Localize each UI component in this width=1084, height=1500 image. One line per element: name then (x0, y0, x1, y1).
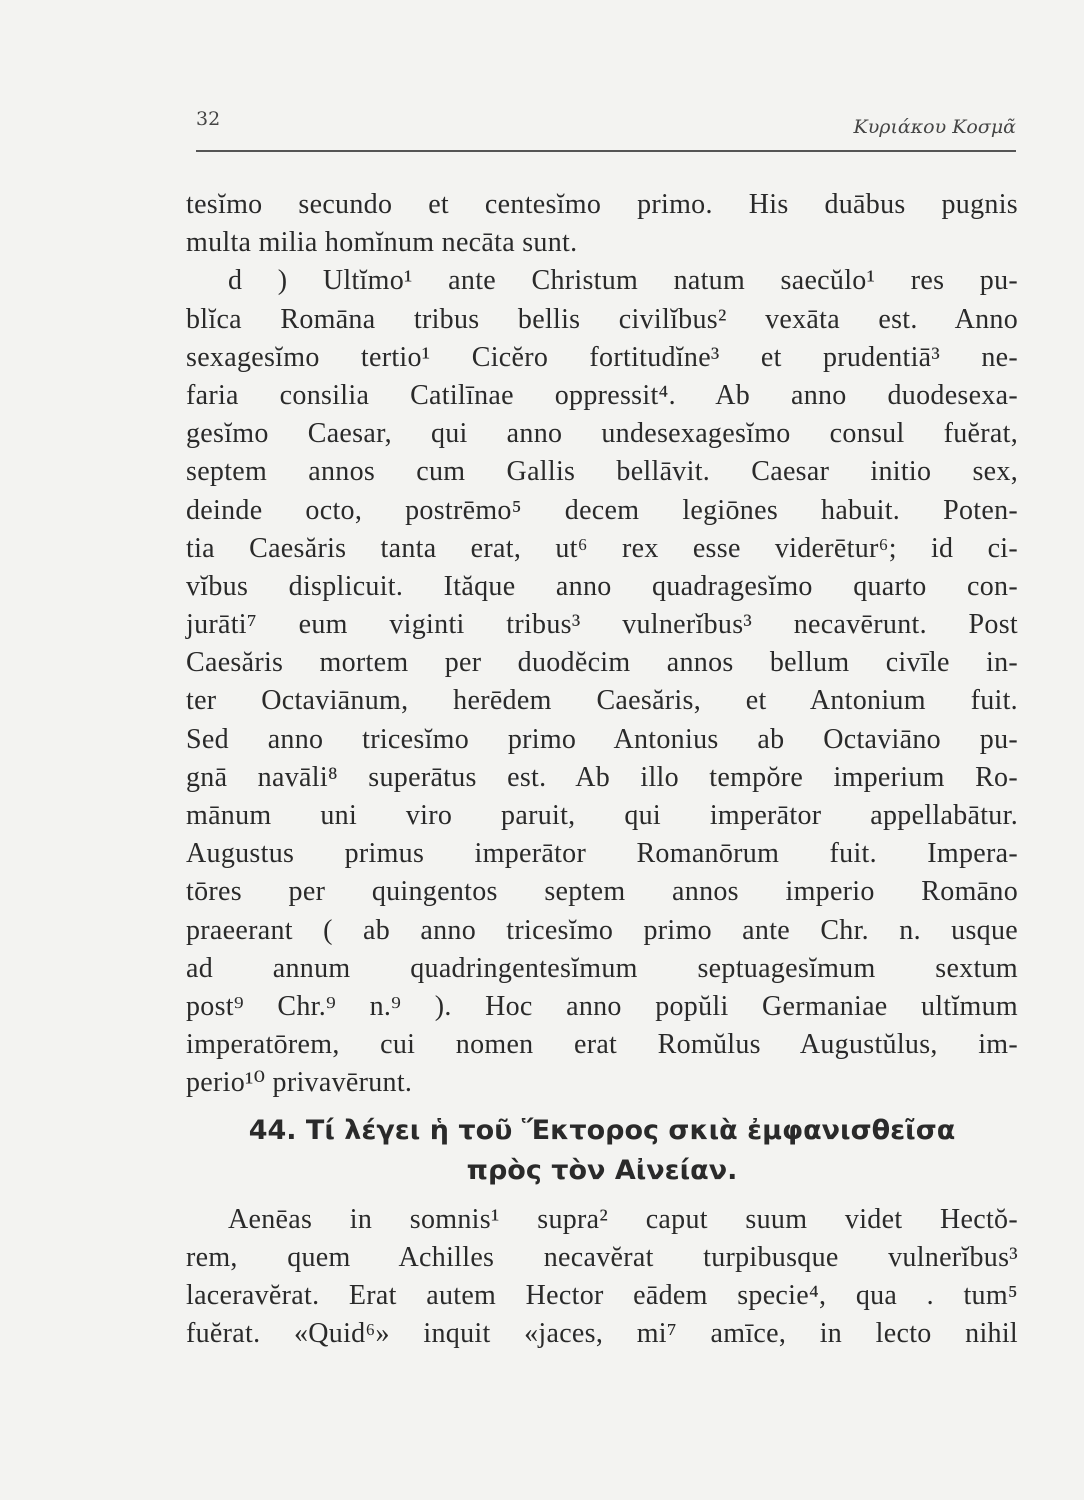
text-line: gnā navāli⁸ superātus est. Ab illo tempŏre imperium Ro- (186, 761, 1018, 793)
text-line: tesĭmo secundo et centesĭmo primo. His duābus pugnis (186, 189, 1018, 220)
text-line: imperatōrem, cui nomen erat Romŭlus Augustŭlus, im- (186, 1029, 1018, 1061)
text-line: vĭbus displicuit. Ităque anno quadragesĭmo quarto con- (186, 570, 1018, 602)
section-a (186, 186, 1018, 1103)
section-heading-line-1: 44. Τί λέγει ἡ τοῦ Ἕκτορος σκιὰ ἐμφανισθεῖσα (248, 1114, 956, 1146)
text-line: multa milia homĭnum necāta sunt. (186, 227, 578, 259)
text-line: blĭca Romāna tribus bellis civilĭbus² vexāta est. Anno (186, 303, 1018, 335)
text-line: post⁹ Chr.⁹ n.⁹ ). Hoc anno popŭli Germaniae ultĭmum (186, 990, 1018, 1022)
text-line: d ) Ultĭmo¹ ante Christum natum saecŭlo¹ res pu- (228, 265, 1018, 297)
text-line: laceravĕrat. Erat autem Hector eādem specie⁴, qua . tum⁵ (186, 1279, 1018, 1311)
text-line: tia Caesăris tanta erat, ut⁶ rex esse viderētur⁶; id ci- (186, 532, 1018, 564)
text-line: Caesăris mortem per duodĕcim annos bellum civīle in- (186, 647, 1018, 679)
body-text (186, 186, 1018, 1353)
text-line: sexagesĭmo tertio¹ Cicĕro fortitudĭne³ et prudentiā³ ne- (186, 341, 1018, 373)
running-head: Κυριάκου Κοσμᾶ (853, 116, 1016, 138)
text-line: faria consilia Catilīnae oppressit⁴. Ab anno duodesexa- (186, 379, 1018, 411)
header-rule (196, 150, 1016, 152)
text-line: tōres per quingentos septem annos imperio Romāno (186, 876, 1018, 908)
page-header (196, 108, 1016, 148)
text-line: praeerant ( ab anno tricesĭmo primo ante Chr. n. usque (186, 914, 1018, 946)
text-line: ter Octaviānum, herēdem Caesăris, et Antonium fuit. (186, 685, 1018, 717)
text-line: ad annum quadringentesĭmum septuagesĭmum sextum (186, 952, 1018, 984)
page-number: 32 (196, 108, 221, 130)
text-line: septem annos cum Gallis bellāvit. Caesar initio sex, (186, 456, 1018, 488)
text-line: perio¹⁰ privavērunt. (186, 1067, 413, 1099)
text-line: jurāti⁷ eum viginti tribus³ vulnerĭbus³ necavērunt. Post (186, 609, 1018, 641)
text-line: mānum uni viro paruit, qui imperātor appellabātur. (186, 800, 1018, 831)
text-line: gesĭmo Caesar, qui anno undesexagesĭmo consul fuĕrat, (186, 418, 1018, 450)
text-line: rem, quem Achilles necavĕrat turpibusque vulnerĭbus³ (186, 1241, 1018, 1273)
text-line: deinde octo, postrēmo⁵ decem legiōnes habuit. Poten- (186, 494, 1018, 526)
text-line: fuĕrat. «Quid⁶» inquit «jaces, mi⁷ amīce, in lecto nihil (186, 1318, 1018, 1350)
section-heading-line-2: πρὸς τὸν Αἰνείαν. (466, 1154, 738, 1186)
text-line: Augustus primus imperātor Romanōrum fuit. Impera- (186, 838, 1018, 870)
text-line: Aenēas in somnis¹ supra² caput suum videt Hectŏ- (228, 1203, 1018, 1235)
text-line: Sed anno tricesĭmo primo Antonius ab Octaviāno pu- (186, 723, 1018, 755)
section-b (186, 1201, 1018, 1354)
